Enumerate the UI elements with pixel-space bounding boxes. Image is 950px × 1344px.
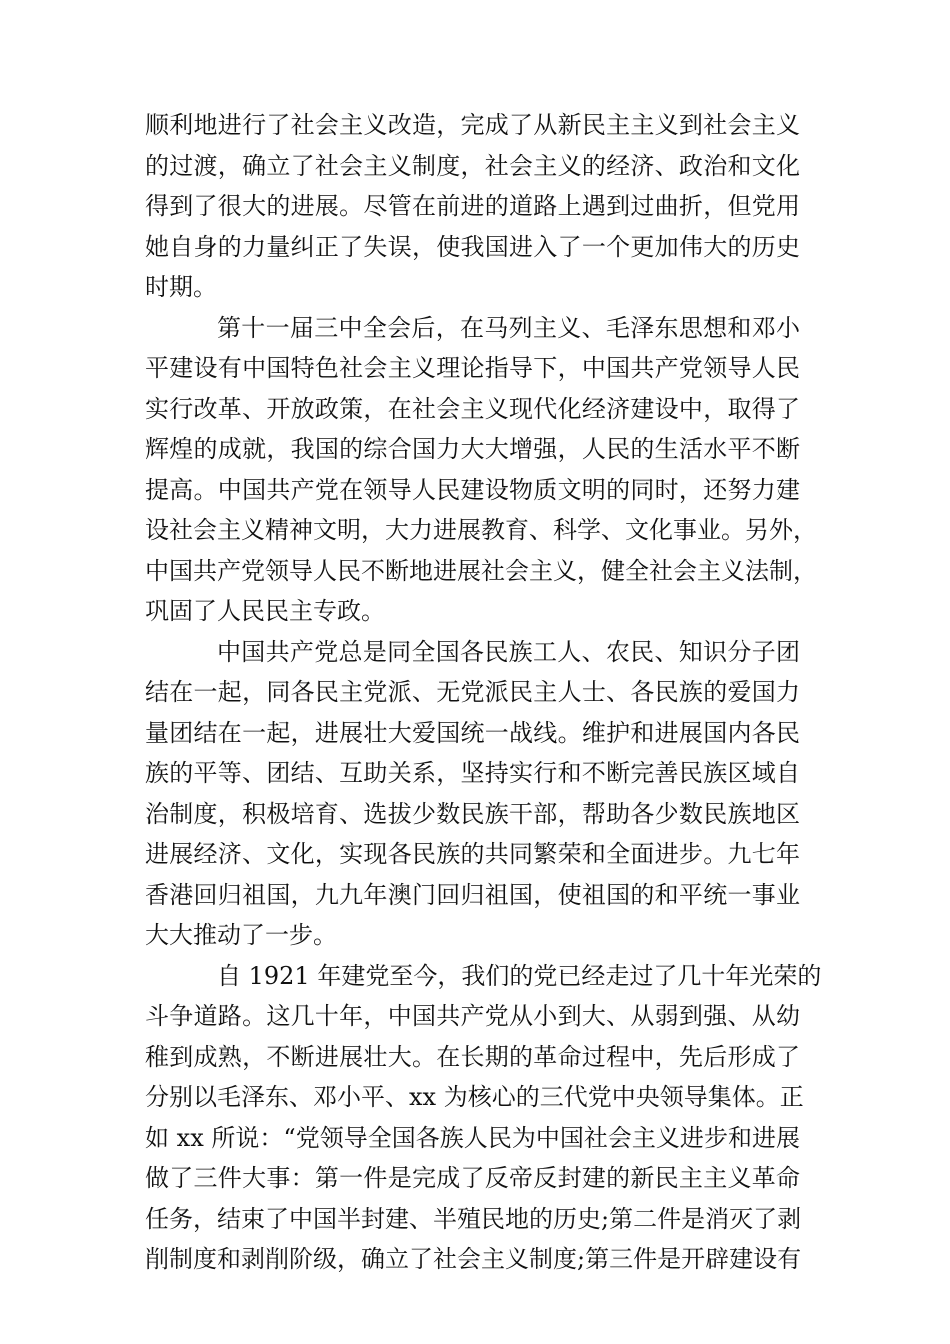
- text-line: 辉煌的成就，我国的综合国力大大增强，人民的生活水平不断: [145, 435, 800, 463]
- paragraph: [145, 956, 822, 1280]
- text-line: 斗争道路。这几十年，中国共产党从小到大、从弱到强、从幼: [145, 1002, 800, 1030]
- text-line: 进展经济、文化，实现各民族的共同繁荣和全面进步。九七年: [145, 840, 800, 868]
- text-line: 实行改革、开放政策，在社会主义现代化经济建设中，取得了: [145, 394, 800, 423]
- text-line: 治制度，积极培育、选拔少数民族干部，帮助各少数民族地区: [145, 799, 800, 828]
- text-line: 香港回归祖国，九九年澳门回归祖国，使祖国的和平统一事业: [145, 880, 800, 909]
- text-line: 的过渡，确立了社会主义制度，社会主义的经济、政治和文化: [145, 151, 800, 180]
- text-line: 大大推动了一步。: [145, 921, 337, 949]
- text-line: 时期。: [145, 273, 217, 301]
- text-line: 结在一起，同各民主党派、无党派民主人士、各民族的爱国力: [145, 678, 800, 706]
- text-line: 如 xx 所说：“党领导全国各族人民为中国社会主义进步和进展: [145, 1123, 800, 1152]
- text-line: 她自身的力量纠正了失误，使我国进入了一个更加伟大的历史: [145, 232, 800, 261]
- text-line: 平建设有中国特色社会主义理论指导下，中国共产党领导人民: [145, 354, 800, 382]
- text-line: 分别以毛泽东、邓小平、xx 为核心的三代党中央领导集体。正: [145, 1083, 804, 1111]
- document-body: [145, 105, 822, 1280]
- paragraph: [145, 105, 800, 308]
- paragraph: [145, 308, 817, 632]
- text-line: 提高。中国共产党在领导人民建设物质文明的同时，还努力建: [145, 475, 800, 504]
- text-line: 族的平等、团结、互助关系，坚持实行和不断完善民族区域自: [145, 759, 800, 787]
- text-line: 顺利地进行了社会主义改造，完成了从新民主主义到社会主义: [145, 111, 800, 139]
- text-line: 量团结在一起，进展壮大爱国统一战线。维护和进展国内各民: [145, 718, 800, 747]
- text-line: 做了三件大事：第一件是完成了反帝反封建的新民主主义革命: [145, 1164, 800, 1192]
- text-line: 任务，结束了中国半封建、半殖民地的历史;第二件是消灭了剥: [145, 1204, 802, 1233]
- text-line: 第十一届三中全会后，在马列主义、毛泽东思想和邓小: [217, 313, 800, 342]
- text-line: 设社会主义精神文明，大力进展教育、科学、文化事业。另外，: [145, 516, 817, 544]
- text-line: 自 1921 年建党至今，我们的党已经走过了几十年光荣的: [217, 961, 822, 990]
- text-line: 中国共产党总是同全国各民族工人、农民、知识分子团: [217, 637, 800, 666]
- text-line: 巩固了人民民主专政。: [145, 597, 385, 625]
- text-line: 得到了很大的进展。尽管在前进的道路上遇到过曲折，但党用: [145, 192, 800, 220]
- paragraph: [145, 632, 800, 956]
- text-line: 稚到成熟，不断进展壮大。在长期的革命过程中，先后形成了: [145, 1042, 800, 1071]
- text-line: 中国共产党领导人民不断地进展社会主义，健全社会主义法制，: [145, 556, 817, 585]
- text-line: 削制度和剥削阶级，确立了社会主义制度;第三件是开辟建设有: [145, 1245, 802, 1273]
